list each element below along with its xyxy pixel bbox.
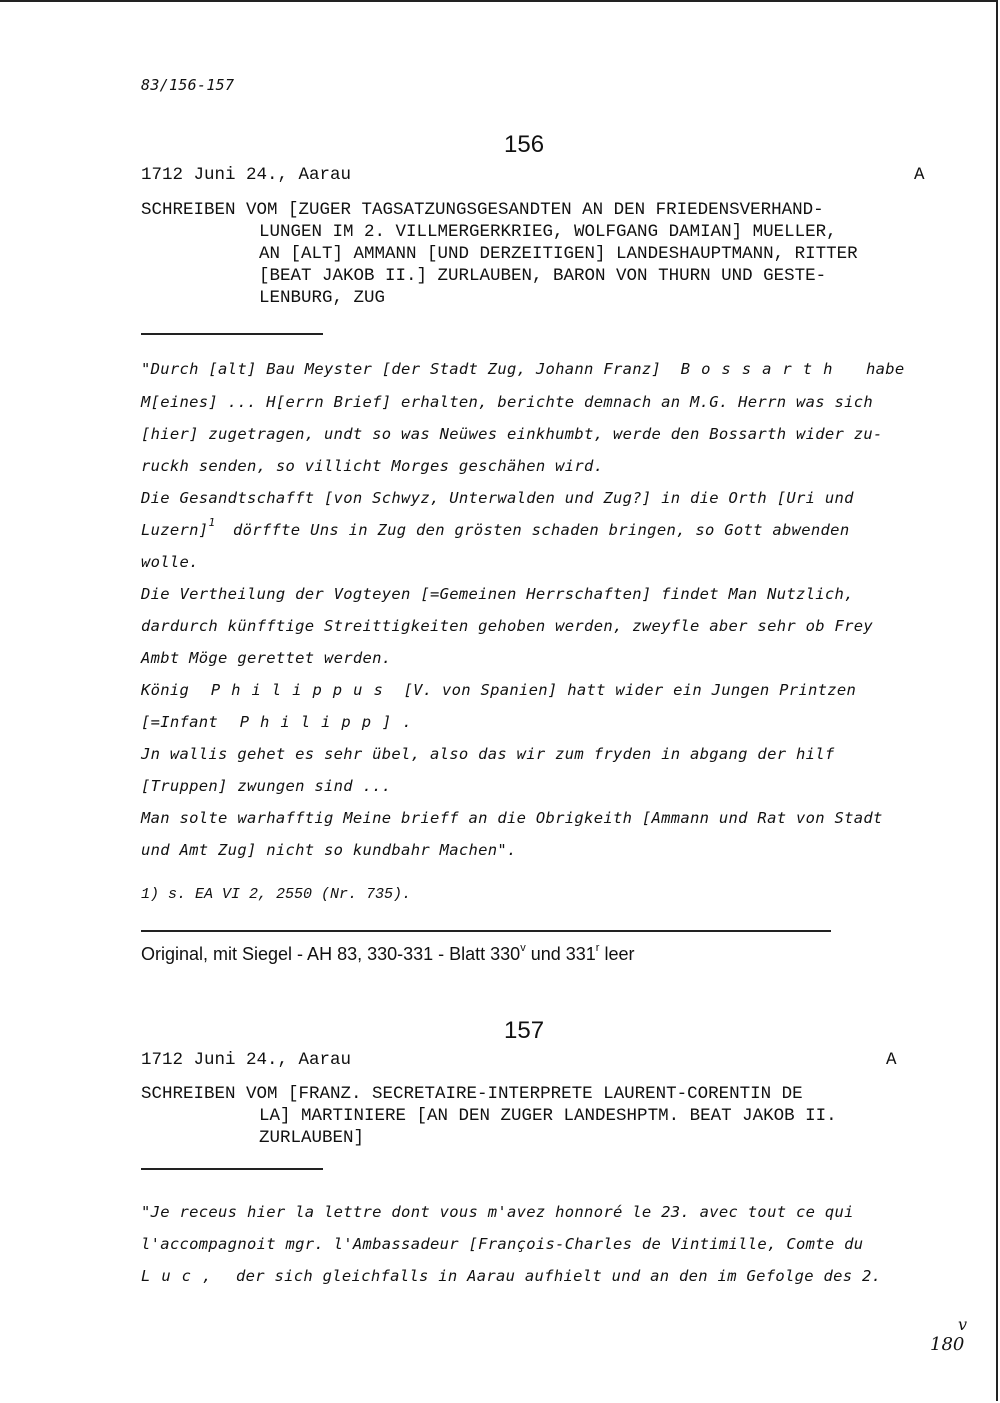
body-line — [141, 360, 843, 378]
body-line: Jn wallis gehet es sehr übel, also das wir zum fryden in abgang der hilf — [141, 745, 835, 763]
source-line — [141, 944, 634, 965]
title-line-156-3: AN [ALT] AMMANN [UND DERZEITIGEN] LANDESHAUPTMANN, RITTER — [259, 244, 858, 264]
separator-rule — [141, 1168, 323, 1170]
spaced-name: Bossarth — [680, 360, 844, 378]
superscript-verso: v — [520, 942, 526, 954]
body-line: Ambt Möge gerettet werden. — [141, 649, 392, 667]
separator-rule — [141, 333, 323, 335]
body-line: ruckh senden, so villicht Morges geschähen wird. — [141, 457, 604, 475]
spaced-name: Philipp]. — [239, 713, 423, 731]
handwritten-folio-mark: 180 — [930, 1334, 965, 1355]
body-line: dardurch künfftige Streittigkeiten gehoben werden, zweyfle aber sehr ob Frey — [141, 617, 874, 635]
body-text: [V. von Spanien] hatt wider ein Jungen Printzen — [403, 681, 857, 699]
title-line-156-1: SCHREIBEN VOM [ZUGER TAGSATZUNGSGESANDTEN AN DEN FRIEDENSVERHAND- — [141, 200, 824, 220]
title-line-157-2: LA] MARTINIERE [AN DEN ZUGER LANDESHPTM. BEAT JAKOB II. — [259, 1106, 837, 1126]
body-text: habe — [866, 360, 905, 378]
spaced-name: Philippus — [210, 681, 394, 699]
spaced-name: Luc, — [141, 1267, 223, 1285]
body-line: Die Gesandtschafft [von Schwyz, Unterwalden und Zug?] in die Orth [Uri und — [141, 489, 854, 507]
body-line — [141, 681, 856, 699]
title-line-156-5: LENBURG, ZUG — [259, 288, 386, 308]
body-line — [141, 1267, 881, 1285]
body-line — [141, 516, 850, 539]
corner-tick-mark: v — [958, 1315, 968, 1334]
body-line: "Je receus hier la lettre dont vous m'avez honnoré le 23. avec tout ce qui — [141, 1203, 854, 1221]
document-number-156: 156 — [504, 131, 545, 158]
body-line — [141, 713, 423, 731]
body-line: Die Vertheilung der Vogteyen [=Gemeinen Herrschaften] findet Man Nutzlich, — [141, 585, 854, 603]
body-text: der sich gleichfalls in Aarau aufhielt und an den im Gefolge des 2. — [235, 1267, 882, 1285]
body-text: König — [141, 681, 190, 699]
document-letter-157: A — [886, 1050, 897, 1070]
title-line-157-1: SCHREIBEN VOM [FRANZ. SECRETAIRE-INTERPRETE LAURENT-CORENTIN DE — [141, 1084, 803, 1104]
title-line-157-3: ZURLAUBEN] — [259, 1128, 365, 1148]
body-text: Luzern] — [141, 521, 209, 539]
body-line: [hier] zugetragen, undt so was Neüwes einkhumbt, werde den Bossarth wider zu- — [141, 425, 883, 443]
title-line-156-4: [BEAT JAKOB II.] ZURLAUBEN, BARON VON THURN UND GESTE- — [259, 266, 827, 286]
footnote: 1) s. EA VI 2, 2550 (Nr. 735). — [141, 886, 412, 903]
source-text: Original, mit Siegel - AH 83, 330-331 - Blatt 330 — [141, 944, 521, 964]
document-letter-156: A — [914, 165, 925, 185]
superscript-recto: r — [595, 942, 600, 954]
body-text: [=Infant — [141, 713, 219, 731]
title-line-156-2: LUNGEN IM 2. VILLMERGERKRIEG, WOLFGANG DAMIAN] MUELLER, — [259, 222, 837, 242]
body-line: [Truppen] zwungen sind ... — [141, 777, 392, 795]
body-text: "Durch [alt] Bau Meyster [der Stadt Zug, Johann Franz] — [141, 360, 662, 378]
body-line: Man solte warhafftig Meine brieff an die Obrigkeith [Ammann und Rat von Stadt — [141, 809, 883, 827]
document-date-157: 1712 Juni 24., Aarau — [141, 1050, 352, 1070]
body-line: wolle. — [141, 553, 199, 571]
page-reference: 83/156-157 — [141, 76, 235, 94]
body-line: und Amt Zug] nicht so kundbahr Machen". — [141, 841, 517, 859]
body-line: M[eines] ... H[errn Brief] erhalten, berichte demnach an M.G. Herrn was sich — [141, 393, 874, 411]
body-line: l'accompagnoit mgr. l'Ambassadeur [François-Charles de Vintimille, Comte du — [141, 1235, 864, 1253]
source-text: leer — [599, 944, 635, 964]
footnote-marker: 1 — [208, 516, 216, 529]
source-rule — [141, 930, 831, 932]
document-number-157: 157 — [504, 1017, 545, 1044]
document-date-156: 1712 Juni 24., Aarau — [141, 165, 352, 185]
body-text: dörffte Uns in Zug den grösten schaden bringen, so Gott abwenden — [233, 521, 850, 539]
source-text: und 331 — [525, 944, 596, 964]
